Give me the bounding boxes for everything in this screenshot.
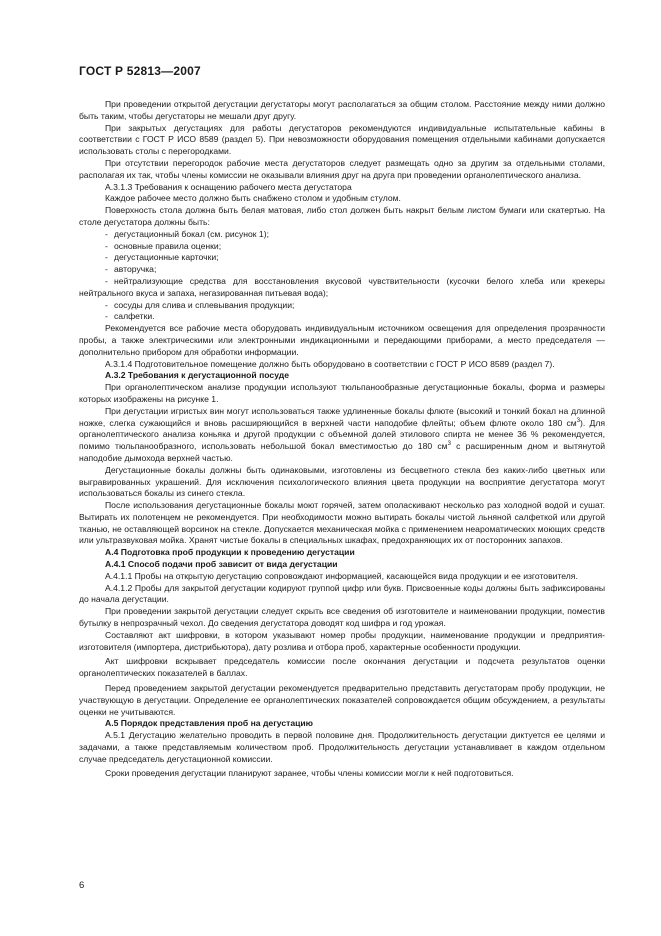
paragraph: При отсутствии перегородок рабочие места дегустаторов следует размещать одно за другим за отдельными столами, располагая их так, чтобы члены комиссии не оказывали влияния друг на друга при проведении органолептического анализа.: [79, 157, 605, 180]
list-item: - сосуды для слива и сплевывания продукции;: [105, 299, 295, 310]
paragraph: При органолептическом анализе продукции используют тюльпанообразные дегустационные бокалы, форма и размеры которых изображены на рисунке 1.: [79, 382, 605, 404]
section-heading: А.3.1.3 Требования к оснащению рабочего места дегустатора: [105, 181, 352, 192]
paragraph: А.4.1.1 Пробы на открытую дегустацию сопровождают информацией, касающейся вида продукции и ее изготовителя.: [105, 570, 578, 581]
section-heading: А.5 Порядок представления проб на дегустацию: [105, 718, 314, 729]
paragraph: А.5.1 Дегустацию желательно проводить в первой половине дня. Продолжительность дегустации диктуется ее целями и задачами, а также представляемым количеством проб. Продолжительность дегустации устанавливает в каждом отдельном случае председатель дегустационной комиссии.: [79, 730, 605, 764]
paragraph: А.4.1.2 Пробы для закрытой дегустации кодируют группой цифр или букв. Присвоенные коды должны быть зафиксированы до начала дегустации.: [79, 582, 605, 605]
paragraph: Акт шифровки вскрывает председатель комиссии после окончания дегустации и подсчета результатов оценки органолептических показателей в баллах.: [79, 656, 605, 679]
list-item: - нейтрализующие средства для восстановления вкусовой чувствительности (кусочки белого хлеба или крекеры нейтрального вкуса и запаха, негазированная питьевая вода);: [79, 275, 605, 298]
section-heading: А.4.1 Способ подачи проб зависит от вида дегустации: [105, 559, 338, 570]
page-number: 6: [79, 880, 85, 891]
section-heading: А.4 Подготовка проб продукции к проведению дегустации: [105, 547, 355, 558]
paragraph: Сроки проведения дегустации планируют заранее, чтобы члены комиссии могли к ней подготовиться.: [105, 767, 514, 778]
section-heading: А.3.2 Требования к дегустационной посуде: [105, 370, 290, 381]
list-item: - салфетки.: [105, 311, 155, 322]
paragraph: При проведении закрытой дегустации следует скрыть все сведения об изготовителе и наименовании продукции, поместив бутылку в непрозрачный чехол. До сведения дегустатора доводят код шифра и год урожая.: [79, 606, 605, 629]
document-header: ГОСТ Р 52813—2007: [79, 64, 201, 78]
list-item: - дегустационные карточки;: [105, 252, 219, 263]
paragraph: Каждое рабочее место должно быть снабжено столом и удобным стулом.: [105, 193, 401, 204]
paragraph: При дегустации игристых вин могут использоваться также удлиненные бокалы флюте (высокий и тонкий бокал на длинной ножке, слегка сужающийся и вновь расширяющийся в верхней части наподобие флейты; объем флюте около 180 $см^3$). Для органолептического анализа коньяка и другой продукции с объемной долей этилового спирта не менее 36 % рекомендуется, помимо тюльпанообразного, использовать небольшой бокал вместимостью до 180 $см^3$ с расширенным дном и вытянутой наподобие дымохода верхней частью.: [79, 405, 605, 463]
paragraph: Поверхность стола должна быть белая матовая, либо стол должен быть накрыт белым листом бумаги или скатертью. На столе дегустатора должны быть:: [79, 205, 605, 227]
paragraph: Составляют акт шифровки, в котором указывают номер пробы продукции, наименование продукции и предприятия-изготовителя (импортера, дистрибьютора), дату розлива и отбора проб, характерные особенности продукции.: [79, 629, 605, 652]
paragraph: Перед проведением закрытой дегустации рекомендуется предварительно представить дегустаторам пробу продукции, не участвующую в дегустации. Определение ее органолептических показателей сопровождается общим обсуждением, а результаты оценки не учитываются.: [79, 683, 605, 717]
paragraph: При закрытых дегустациях для работы дегустаторов рекомендуются индивидуальные испытательные кабины в соответствии с ГОСТ Р ИСО 8589 (раздел 5). При невозможности оборудования помещения отдельными кабинами допускается использовать столы с перегородками.: [79, 122, 605, 157]
paragraph: После использования дегустационные бокалы моют горячей, затем ополаскивают несколько раз холодной водой и сушат. Вытирать их полотенцем не рекомендуется. При необходимости можно вытирать бокалы чистой льняной салфеткой или другой тканью, не оставляющей ворсинок на стекле. Допускается механическая мойка с применением неароматических моющих средств или ультразвуковая мойка. Хранят чистые бокалы в специальных шкафах, предохраняющих их от посторонних запахов.: [79, 500, 605, 546]
list-item: - авторучка;: [105, 264, 157, 275]
paragraph: А.3.1.4 Подготовительное помещение должно быть оборудовано в соответствии с ГОСТ Р ИСО 8589 (раздел 7).: [105, 358, 555, 369]
list-item: - основные правила оценки;: [105, 240, 222, 251]
paragraph: Дегустационные бокалы должны быть одинаковыми, изготовлены из бесцветного стекла без каких-либо цветных или выгравированных украшений. Для исключения психологического влияния цвета продукции на восприятие дегустатора могут использоваться бокалы из синего стекла.: [79, 464, 605, 499]
paragraph: При проведении открытой дегустации дегустаторы могут располагаться за общим столом. Расстояние между ними должно быть таким, чтобы дегустаторы не мешали друг другу.: [79, 99, 605, 121]
equipment-list: [79, 229, 605, 323]
paragraph: Рекомендуется все рабочие места оборудовать индивидуальным источником освещения для определения прозрачности пробы, а также электрическими или электронными индикационными и передающими приборами, а место председателя — дополнительно прибором для обработки информации.: [79, 323, 605, 357]
document-body: [79, 99, 605, 779]
list-item: - дегустационный бокал (см. рисунок 1);: [105, 228, 269, 239]
